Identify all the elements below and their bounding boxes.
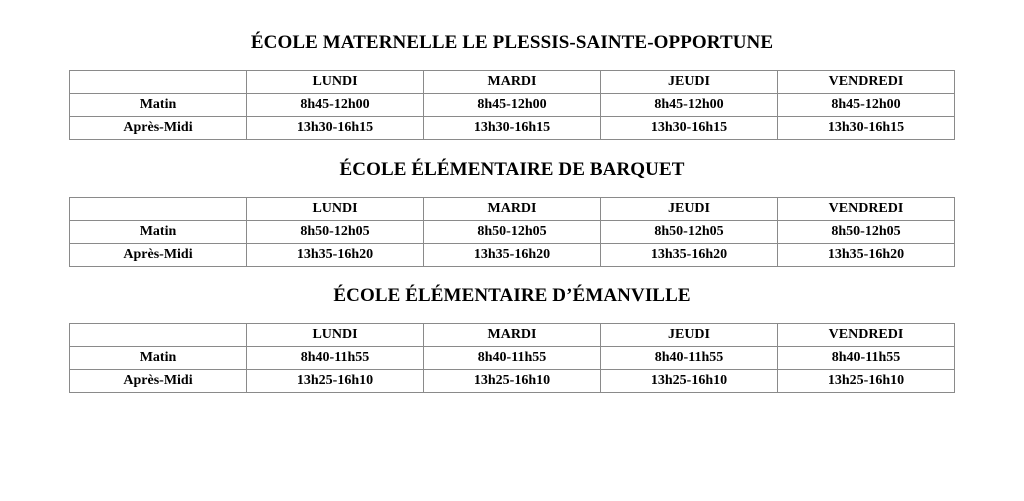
- header-vendredi: VENDREDI: [778, 71, 955, 94]
- time-cell: 13h35-16h20: [424, 244, 601, 267]
- header-vendredi: VENDREDI: [778, 198, 955, 221]
- time-cell: 13h35-16h20: [247, 244, 424, 267]
- row-label: Matin: [70, 347, 247, 370]
- header-jeudi: JEUDI: [601, 198, 778, 221]
- time-cell: 8h50-12h05: [778, 221, 955, 244]
- table-row-apres-midi: [70, 370, 955, 393]
- time-cell: 8h45-12h00: [424, 94, 601, 117]
- time-cell: 13h25-16h10: [247, 370, 424, 393]
- header-jeudi: JEUDI: [601, 324, 778, 347]
- row-label: Matin: [70, 94, 247, 117]
- time-cell: 13h25-16h10: [424, 370, 601, 393]
- header-vendredi: VENDREDI: [778, 324, 955, 347]
- time-cell: 8h45-12h00: [601, 94, 778, 117]
- time-cell: 8h40-11h55: [601, 347, 778, 370]
- header-mardi: MARDI: [424, 198, 601, 221]
- time-cell: 8h40-11h55: [424, 347, 601, 370]
- time-cell: 8h40-11h55: [247, 347, 424, 370]
- header-lundi: LUNDI: [247, 71, 424, 94]
- time-cell: 13h30-16h15: [601, 117, 778, 140]
- header-mardi: MARDI: [424, 324, 601, 347]
- school-section-barquet: [0, 159, 1024, 181]
- section-title: ÉCOLE ÉLÉMENTAIRE DE BARQUET: [339, 159, 685, 180]
- time-cell: 13h25-16h10: [778, 370, 955, 393]
- time-cell: 13h30-16h15: [247, 117, 424, 140]
- table-row-matin: [70, 94, 955, 117]
- header-corner: [70, 71, 247, 94]
- school-section-maternelle: [0, 32, 1024, 54]
- row-label: Après-Midi: [70, 117, 247, 140]
- schedule-table-barquet: [69, 197, 955, 267]
- time-cell: 8h50-12h05: [247, 221, 424, 244]
- header-mardi: MARDI: [424, 71, 601, 94]
- header-corner: [70, 198, 247, 221]
- row-label: Matin: [70, 221, 247, 244]
- table-row-apres-midi: [70, 244, 955, 267]
- schedule-table-emanville: [69, 323, 955, 393]
- time-cell: 13h25-16h10: [601, 370, 778, 393]
- time-cell: 13h35-16h20: [778, 244, 955, 267]
- time-cell: 8h45-12h00: [778, 94, 955, 117]
- time-cell: 13h35-16h20: [601, 244, 778, 267]
- table-header-row: [70, 198, 955, 221]
- table-header-row: [70, 324, 955, 347]
- time-cell: 8h45-12h00: [247, 94, 424, 117]
- table-header-row: [70, 71, 955, 94]
- row-label: Après-Midi: [70, 244, 247, 267]
- time-cell: 13h30-16h15: [778, 117, 955, 140]
- section-title: ÉCOLE MATERNELLE LE PLESSIS-SAINTE-OPPORTUNE: [250, 32, 774, 53]
- school-section-emanville: [0, 285, 1024, 307]
- schedule-table-maternelle: [69, 70, 955, 140]
- header-corner: [70, 324, 247, 347]
- table-row-apres-midi: [70, 117, 955, 140]
- header-lundi: LUNDI: [247, 324, 424, 347]
- row-label: Après-Midi: [70, 370, 247, 393]
- time-cell: 8h40-11h55: [778, 347, 955, 370]
- table-row-matin: [70, 347, 955, 370]
- time-cell: 8h50-12h05: [424, 221, 601, 244]
- header-lundi: LUNDI: [247, 198, 424, 221]
- time-cell: 8h50-12h05: [601, 221, 778, 244]
- section-title: ÉCOLE ÉLÉMENTAIRE D’ÉMANVILLE: [333, 285, 691, 306]
- time-cell: 13h30-16h15: [424, 117, 601, 140]
- header-jeudi: JEUDI: [601, 71, 778, 94]
- table-row-matin: [70, 221, 955, 244]
